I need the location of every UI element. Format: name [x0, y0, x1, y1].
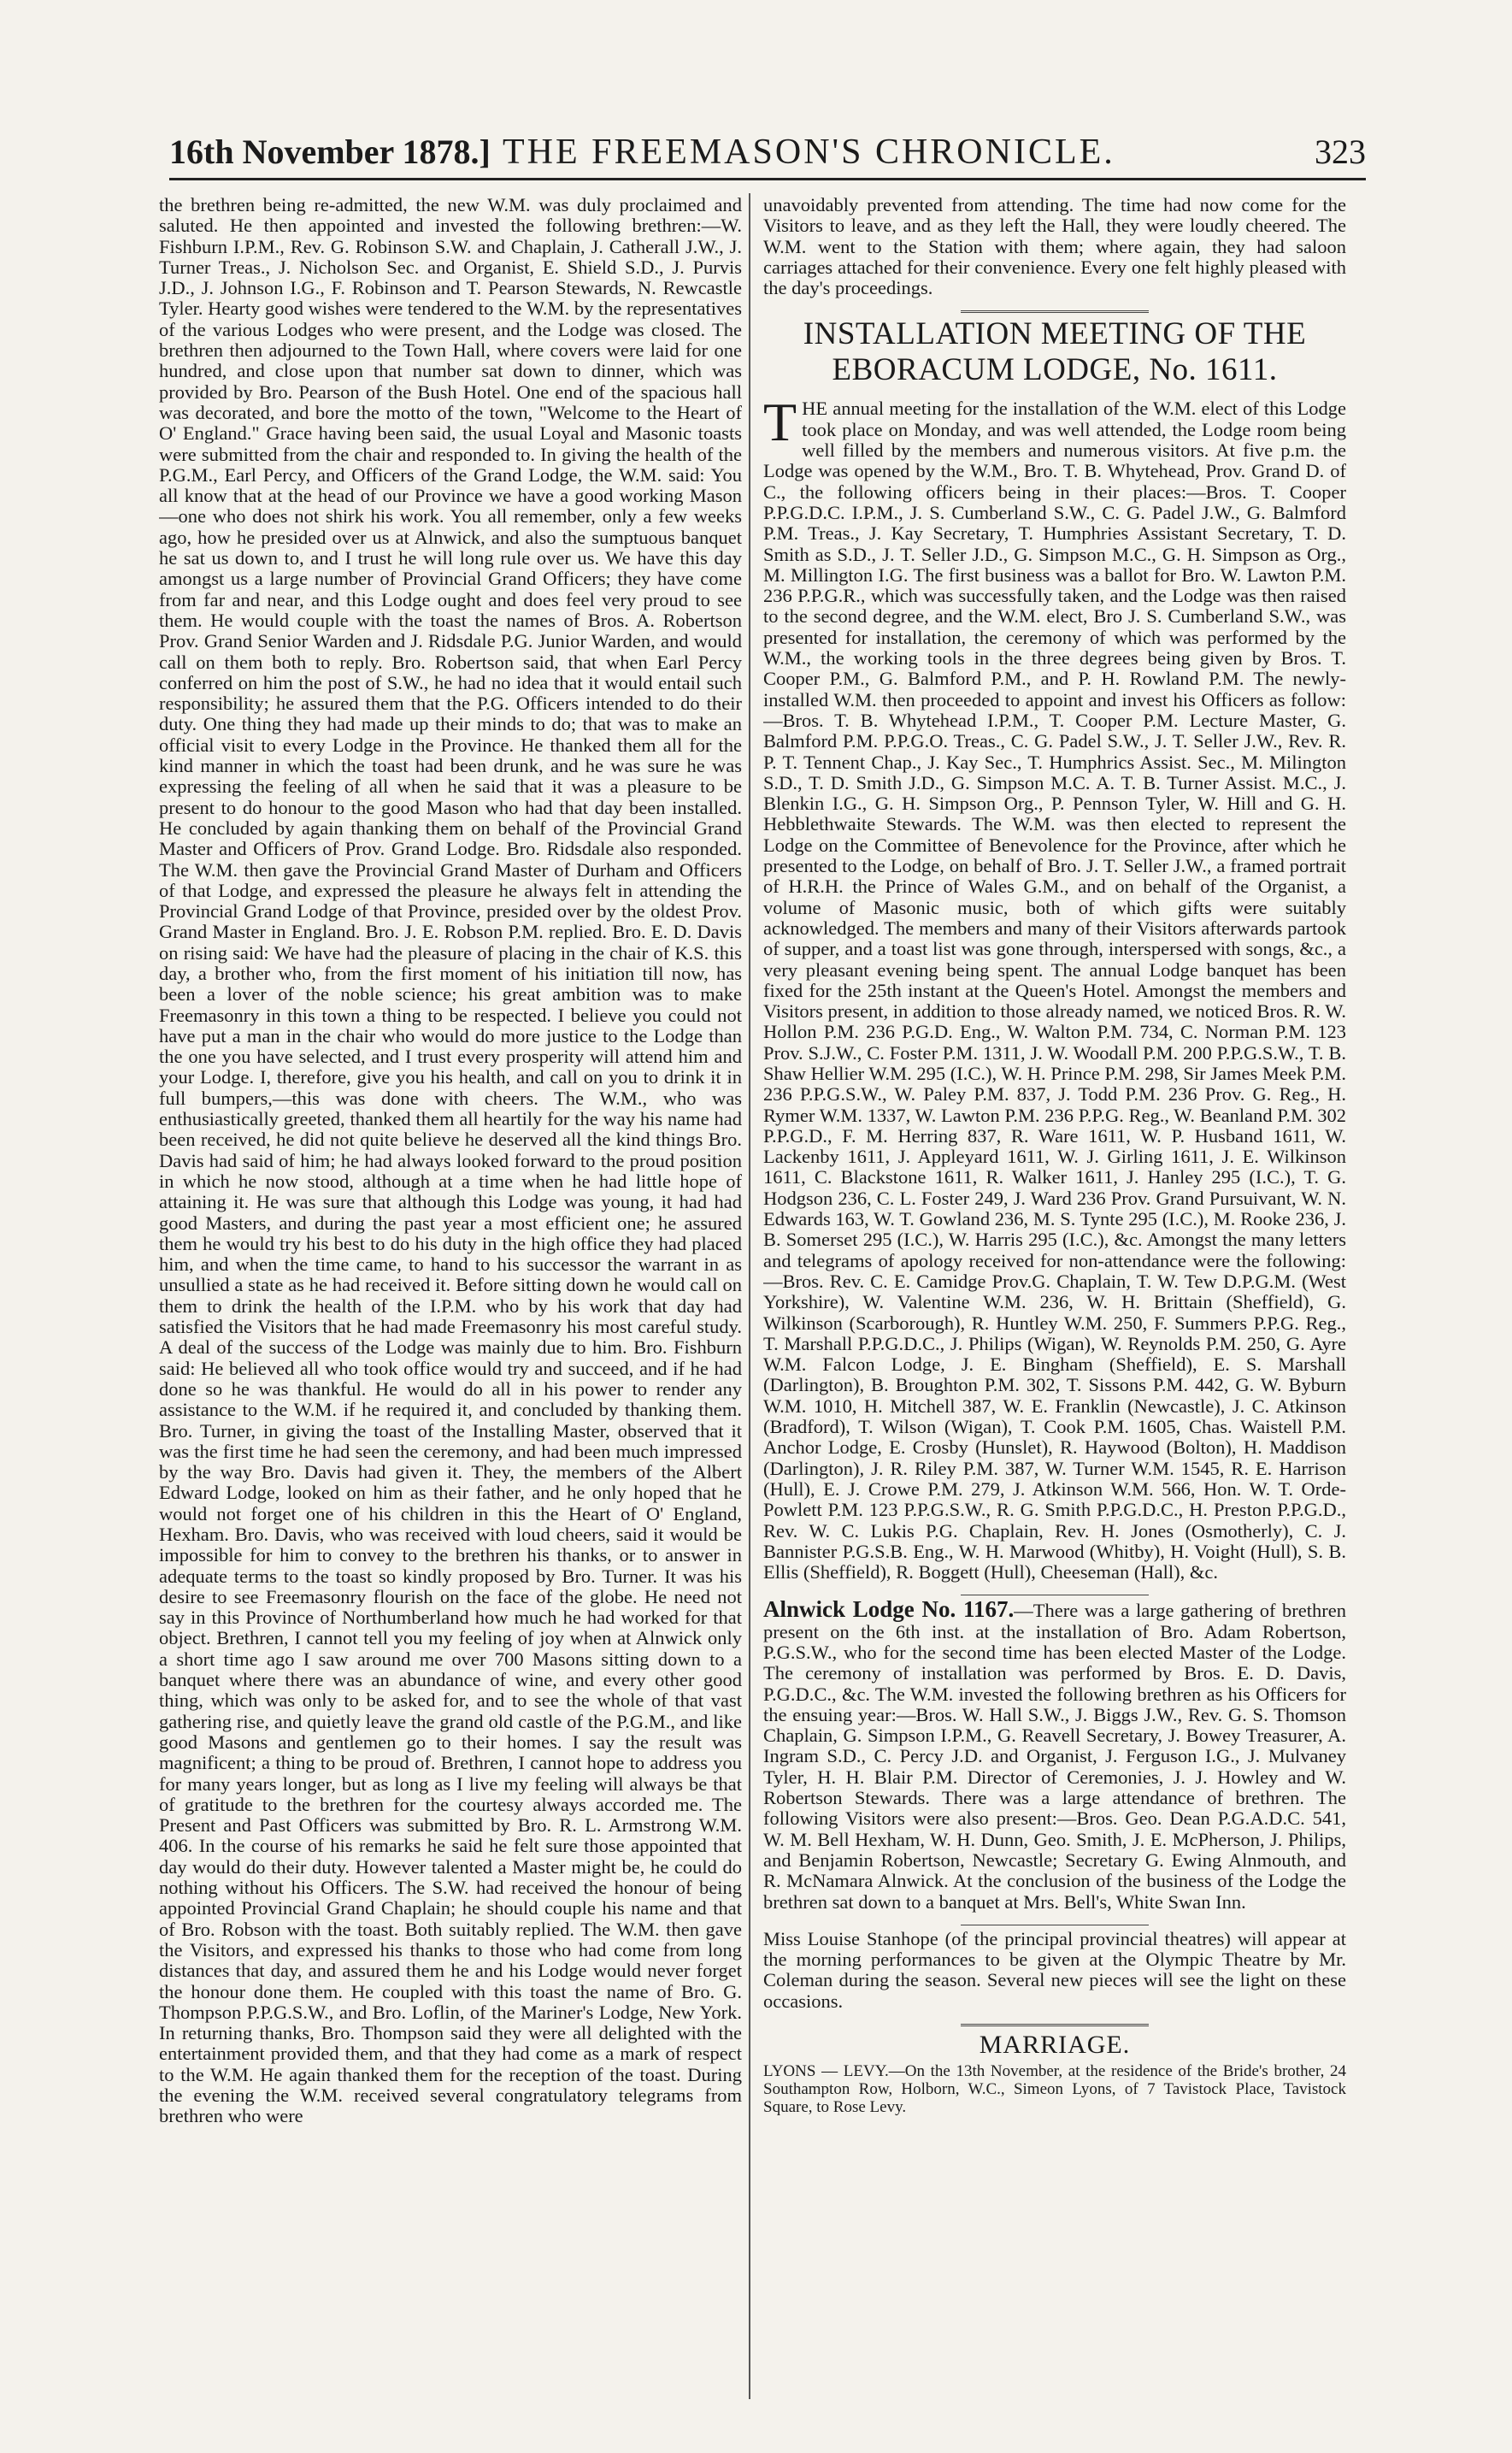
- page-number: 323: [1315, 133, 1366, 171]
- eboracum-article-body: [763, 392, 1346, 1583]
- marriage-notice: [763, 2062, 1346, 2116]
- page-header: [169, 128, 1366, 180]
- hexham-report-continuation: the brethren being re-admitted, the new W.M. was duly proclaimed and saluted. He then appointed and invested the following brethren:—W. Fishburn I.P.M., Rev. G. Robinson S.W. and Chaplain, J. Catherall J.W., J. Turner Treas., J. Nicholson Sec. and Organist, E. Shield S.D., J. Purvis J.D., J. Johnson I.G., F. Robinson and T. Pearson Stewards, N. Rewcastle Tyler. Hearty good wishes were tendered to the W.M. by the representatives of the various Lodges who were present, and the Lodge was closed. The brethren then adjourned to the Town Hall, where covers were laid for one hundred, and close upon that number sat down to dinner, which was provided by Bro. Pearson of the Bush Hotel. One end of the spacious hall was decorated, and bore the motto of the town, "Welcome to the Heart of O' England." Grace having been said, the usual Loyal and Masonic toasts were submitted from the chair and responded to. In giving the health of the P.G.M., Earl Percy, and Officers of the Grand Lodge, the W.M. said: You all know that at the head of our Province we have a good working Mason—one who does not shirk his work. You all remember, only a few weeks ago, how he presided over us at Alnwick, and also the sumptuous banquet he sat us down to, and I trust he will long rule over us. We have this day amongst us a large number of Provincial Grand Officers; they have come from far and near, and this Lodge ought and does feel very proud to see them. He would couple with the toast the names of Bros. A. Robertson Prov. Grand Senior Warden and J. Ridsdale P.G. Junior Warden, and would call on them both to reply. Bro. Robertson said, that when Earl Percy conferred on him the post of S.W., he had no idea that it would entail such responsibility; he assured them that the P.G. Officers intended to do their duty. One thing they had made up their minds to do; that was to make an official visit to every Lodge in the Province. He thanked them all for the kind manner in which the toast had been drunk, and he was sure he was expressing the feeling of all when he said that it was a pleasure to be present to do honour to the good Mason who had that day been installed. He concluded by again thanking them on behalf of the Provincial Grand Master and Officers of Prov. Grand Lodge. Bro. Ridsdale also responded. The W.M. then gave the Provincial Grand Master of Durham and Officers of that Lodge, and expressed the pleasure he always felt in attending the Provincial Grand Lodge of that Province, presided over by the oldest Prov. Grand Master in England. Bro. J. E. Robson P.M. replied. Bro. E. D. Davis on rising said: We have had the pleasure of placing in the chair of K.S. this day, a brother who, from the first moment of his initiation till now, has been a lover of the noble science; his great ambition was to make Freemasonry in this town a thing to be respected. I believe you could not have put a man in the chair who would do more justice to the Lodge than the one you have selected, and I trust every prosperity will attend him and your Lodge. I, therefore, give you his health, and call on you to drink it in full bumpers,—this was done with cheers. The W.M., who was enthusiastically greeted, thanked them all heartily for the way his name had been received, he did not quite believe he deserved all the kind things Bro. Davis had said of him; he had always looked forward to the proud position in which he now stood, although at a time when he had little hope of attaining it. He was sure that although this Lodge was young, it had had good Masters, and during the past year a most efficient one; he assured them he would try his best to do his duty in the high office they had placed him, and when the time came, to hand to his successor the warrant in as unsullied a state as he had received it. Before sitting down he would call on them to drink the health of the I.P.M. who by his work that day had satisfied the Visitors that he had made Freemasonry his most careful study. A deal of the success of the Lodge was mainly due to him. Bro. Fishburn said: He believed all who took office would try and succeed, and if he had done so he was thankful. He would do all in his power to render any assistance to the W.M. if he required it, and concluded by thanking them. Bro. Turner, in giving the toast of the Installing Master, observed that it was the first time he had seen the ceremony, and had been much impressed by the way Bro. Davis had given it. They, the members of the Albert Edward Lodge, looked on him as their father, and he only hoped that he would not forget one of his children in this the Heart of O' England, Hexham. Bro. Davis, who was received with loud cheers, said it would be impossible for him to convey to the brethren his thanks, or to answer in adequate terms to the toast so kindly proposed by Bro. Turner. It was his desire to see Freemasonry flourish on the face of the globe. He need not say in this Province of Northumberland how much he had worked for that object. Brethren, I cannot tell you my feeling of joy when at Alnwick only a short time ago I saw around me over 700 Masons sitting down to a banquet where there was an abundance of wine, and every other good thing, which was only to be asked for, and to see the whole of that vast gathering rise, and quietly leave the grand old castle of the P.G.M., and like good Masons and gentlemen go to their homes. I say the result was magnificent; a thing to be proud of. Brethren, I cannot hope to address you for many years longer, but as long as I live my feeling will always be that of gratitude to the brethren for the courtesy always accorded me. The Present and Past Officers was submitted by Bro. R. L. Armstrong W.M. 406. In the course of his remarks he said he felt sure those appointed that day would do their duty. However talented a Master might be, he could do nothing without his Officers. The S.W. had received the honour of being appointed Provincial Grand Chaplain; he should couple his name and that of Bro. Robson with the toast. Both suitably replied. The W.M. then gave the Visitors, and expressed his thanks to those who had come from long distances that day, and assured them he and his Lodge would never forget the honour done them. He coupled with this toast the name of Bro. G. Thompson P.P.G.S.W., and Bro. Loflin, of the Mariner's Lodge, New York. In returning thanks, Bro. Thompson said they were all delighted with the entertainment provided them, and that they had come as a mark of respect to the W.M. He again thanked them for the reception of the toast. During the evening the W.M. received several congratulatory telegrams from brethren who were: [159, 195, 742, 2127]
- section-rule: [961, 2024, 1149, 2026]
- right-column: [763, 195, 1346, 2401]
- alnwick-lodge-text: —There was a large gathering of brethren present on the 6th inst. at the installation of Bro. Adam Robertson, P.G.S.W., who for the second time has been elected Master of the Lodge. The ceremony of installation was performed by Bros. E. D. Davis, P.G.D.C., &c. The W.M. invested the following brethren as his Officers for the ensuing year:—Bros. W. Hall S.W., J. Biggs J.W., Rev. G. S. Thomson Chaplain, G. Simpson I.P.M., G. Reavell Secretary, J. Bowey Treasurer, A. Ingram S.D., C. Percy J.D. and Organist, J. Ferguson I.G., J. Mulvaney Tyler, H. H. Blair P.M. Director of Ceremonies, J. J. Howley and W. Robertson Stewards. There was a large attendance of brethren. The following Visitors were also present:—Bros. Geo. Dean P.G.A.D.C. 541, W. M. Bell Hexham, W. H. Dunn, Geo. Smith, J. E. McPherson, J. Philips, and Benjamin Robertson, Newcastle; Secretary G. Ewing Alnmouth, and R. McNamara Alnwick. At the conclusion of the business of the Lodge the brethren sat down to a banquet at Mrs. Bell's, White Swan Inn.: [763, 1600, 1346, 1913]
- issue-date: 16th November 1878.]: [169, 133, 491, 171]
- left-column: [159, 195, 742, 2384]
- masthead-title: THE FREEMASON'S CHRONICLE.: [503, 133, 1115, 172]
- section-rule: [961, 310, 1149, 313]
- hexham-report-ending: unavoidably prevented from attending. The time had now come for the Visitors to leave, and as they left the Hall, they were loudly cheered. The W.M. went to the Station with them; where again, they had saloon carriages attached for their convenience. Every one felt highly pleased with the day's proceedings.: [763, 195, 1346, 299]
- drop-cap: T: [763, 392, 797, 453]
- marriage-heading: MARRIAGE.: [979, 2031, 1131, 2060]
- stanhope-notice: Miss Louise Stanhope (of the principal provincial theatres) will appear at the morning performances to be given at the Olympic Theatre by Mr. Coleman during the season. Several new pieces will see the light on these occasions.: [763, 1927, 1346, 2012]
- eboracum-article-text: HE annual meeting for the installation of the W.M. elect of this Lodge took place on Monday, and was well attended, the Lodge room being well filled by the members and numerous visitors. At five p.m. the Lodge was opened by the W.M., Bro. T. B. Whytehead, Prov. Grand D. of C., the following officers being in their places:—Bros. T. Cooper P.P.G.D.C. I.P.M., J. S. Cumberland S.W., C. G. Padel J.W., G. Balmford P.M. Treas., J. Kay Secretary, T. Humphries Assistant Secretary, T. D. Smith as S.D., J. T. Seller J.D., G. Simpson M.C., G. H. Simpson as Org., M. Millington I.G. The first business was a ballot for Bro. W. Lawton P.M. 236 P.P.G.R., which was successfully taken, and the Lodge was then raised to the second degree, and the W.M. elect, Bro J. S. Cumberland S.W., was presented for installation, the ceremony of which was performed by the W.M., the working tools in the three degrees being given by Bros. T. Cooper P.M., G. Balmford P.M., and P. H. Rowland P.M. The newly-installed W.M. then proceeded to appoint and invest his Officers as follow:—Bros. T. B. Whytehead I.P.M., T. Cooper P.M. Lecture Master, G. Balmford P.M. P.P.G.O. Treas., C. G. Padel S.W., J. T. Seller J.W., Rev. R. P. T. Tennent Chap., J. Kay Sec., T. Humphrics Assist. Sec., M. Milington S.D., T. D. Smith J.D., G. Simpson M.C. A. T. B. Turner Assist. M.C., J. Blenkin I.G., G. H. Simpson Org., P. Pennson Tyler, W. Hill and G. H. Hebblethwaite Stewards. The W.M. was then elected to represent the Lodge on the Committee of Benevolence for the Province, after which he presented to the Lodge, on behalf of Bro. J. T. Seller J.W., a framed portrait of H.R.H. the Prince of Wales G.M., and on behalf of the Organist, a volume of Masonic music, both of which gifts were suitably acknowledged. The members and many of their Visitors afterwards partook of supper, and a toast list was gone through, interspersed with songs, &c., a very pleasant evening being spent. The annual Lodge banquet has been fixed for the 25th instant at the Queen's Hotel. Amongst the members and Visitors present, in addition to those already named, we noticed Bros. R. W. Hollon P.M. 236 P.G.D. Eng., W. Walton P.M. 734, C. Norman P.M. 123 Prov. S.J.W., C. Foster P.M. 1311, J. W. Woodall P.M. 200 P.P.G.S.W., T. B. Shaw Hellier W.M. 295 (I.C.), W. H. Prince P.M. 298, Sir James Meek P.M. 236 P.P.G.S.W., W. Paley P.M. 837, J. Todd P.M. 236 Prov. G. Reg., H. Rymer W.M. 1337, W. Lawton P.M. 236 P.P.G. Reg., W. Beanland P.M. 302 P.P.G.D., F. M. Herring 837, R. Ware 1611, W. P. Husband 1611, W. Lackenby 1611, J. Appleyard 1611, W. J. Girling 1611, J. E. Wilkinson 1611, C. Blackstone 1611, R. Walker 1611, J. Hanley 295 (I.C.), T. G. Hodgson 236, C. L. Foster 249, J. Ward 236 Prov. Grand Pursuivant, W. N. Edwards 163, W. T. Gowland 236, M. S. Tynte 295 (I.C.), M. Rooke 236, J. B. Somerset 295 (I.C.), W. Harris 295 (I.C.), &c. Amongst the many letters and telegrams of apology received for non-attendance were the following:—Bros. Rev. C. E. Camidge Prov.G. Chaplain, T. W. Tew D.P.G.M. (West Yorkshire), W. Valentine W.M. 236, W. H. Brittain (Sheffield), G. Wilkinson (Scarborough), R. Huntley W.M. 250, F. Summers P.P.G. Reg., T. Marshall P.P.G.D.C., J. Philips (Wigan), W. Reynolds P.M. 250, G. Ayre W.M. Falcon Lodge, J. E. Bingham (Sheffield), E. S. Marshall (Darlington), B. Broughton P.M. 302, T. Sissons P.M. 442, G. W. Byburn W.M. 1010, H. Mitchell 387, W. E. Franklin (Newcastle), J. C. Atkinson (Bradford), T. Wilson (Wigan), T. Cook P.M. 1605, Chas. Waistell P.M. Anchor Lodge, E. Crosby (Hunslet), R. Haywood (Bolton), H. Maddison (Darlington), J. R. Riley P.M. 387, W. Turner W.M. 1545, R. E. Harrison (Hull), E. J. Crowe P.M. 279, J. Atkinson W.M. 566, Hon. W. T. Orde-Powlett P.M. 123 P.P.G.S.W., R. G. Smith P.P.G.D.C., H. Preston P.P.G.D., Rev. W. C. Lukis P.G. Chaplain, Rev. H. Jones (Osmotherly), C. J. Bannister P.G.S.B. Eng., W. H. Marwood (Whitby), H. Voight (Hull), S. B. Ellis (Sheffield), R. Boggett (Hull), Cheeseman (Hall), &c.: [763, 398, 1346, 1583]
- marriage-notice-text: LYONS — LEVY.—On the 13th November, at the residence of the Bride's brother, 24 Southampton Row, Holborn, W.C., Simeon Lyons, of 7 Tavistock Place, Tavistock Square, to Rose Levy.: [763, 2062, 1346, 2117]
- alnwick-lodge-heading: Alnwick Lodge No. 1167.: [763, 1596, 1015, 1623]
- alnwick-lodge-report: [763, 1596, 1346, 1913]
- column-divider: [749, 193, 750, 2399]
- eboracum-article-title: INSTALLATION MEETING OF THE EBORACUM LODGE, No. 1611.: [803, 316, 1307, 388]
